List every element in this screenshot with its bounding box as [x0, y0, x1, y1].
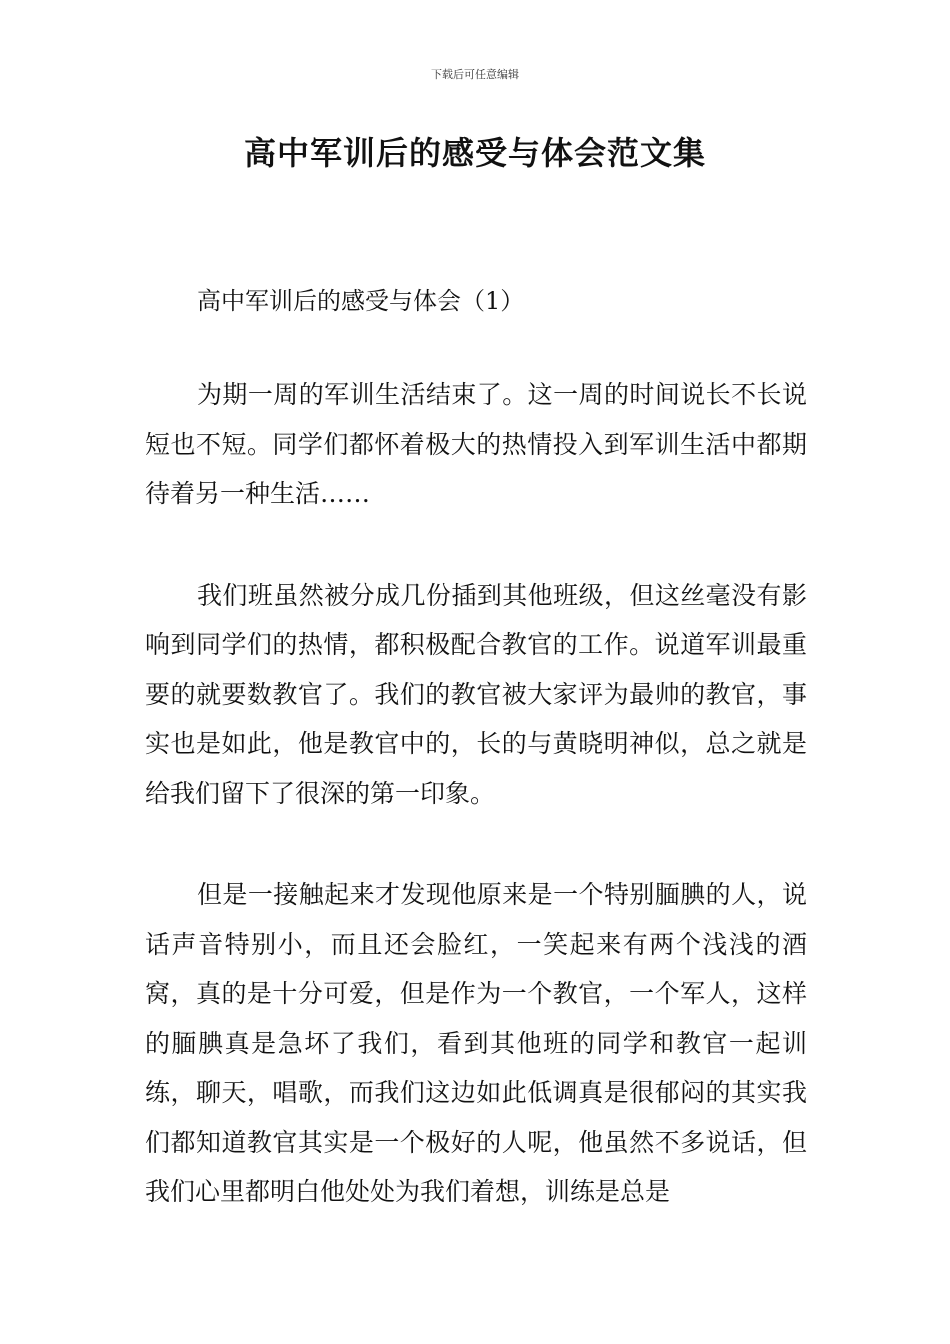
- document-body: [145, 284, 807, 1269]
- paragraph-1: 为期一周的军训生活结束了。这一周的时间说长不长说短也不短。同学们都怀着极大的热情投入到军训生活中都期待着另一种生活……: [145, 380, 807, 508]
- paragraph-2: 我们班虽然被分成几份插到其他班级，但这丝毫没有影响到同学们的热情，都积极配合教官的工作。说道军训最重要的就要数教官了。我们的教官被大家评为最帅的教官，事实也是如此，他是教官中的，长的与黄晓明神似，总之就是给我们留下了很深的第一印象。: [145, 580, 807, 808]
- document-title: 高中军训后的感受与体会范文集: [243, 134, 706, 172]
- section-heading: 高中军训后的感受与体会（1）: [197, 287, 525, 315]
- paragraph-3: 但是一接触起来才发现他原来是一个特别腼腆的人，说话声音特别小，而且还会脸红，一笑起来有两个浅浅的酒窝，真的是十分可爱，但是作为一个教官，一个军人，这样的腼腆真是急坏了我们，看到其他班的同学和教官一起训练，聊天，唱歌，而我们这边如此低调真是很郁闷的其实我们都知道教官其实是一个极好的人呢，他虽然不多说话，但我们心里都明白他处处为我们着想，训练是总是: [145, 880, 807, 1206]
- header-note: 下载后可任意编辑: [431, 68, 519, 81]
